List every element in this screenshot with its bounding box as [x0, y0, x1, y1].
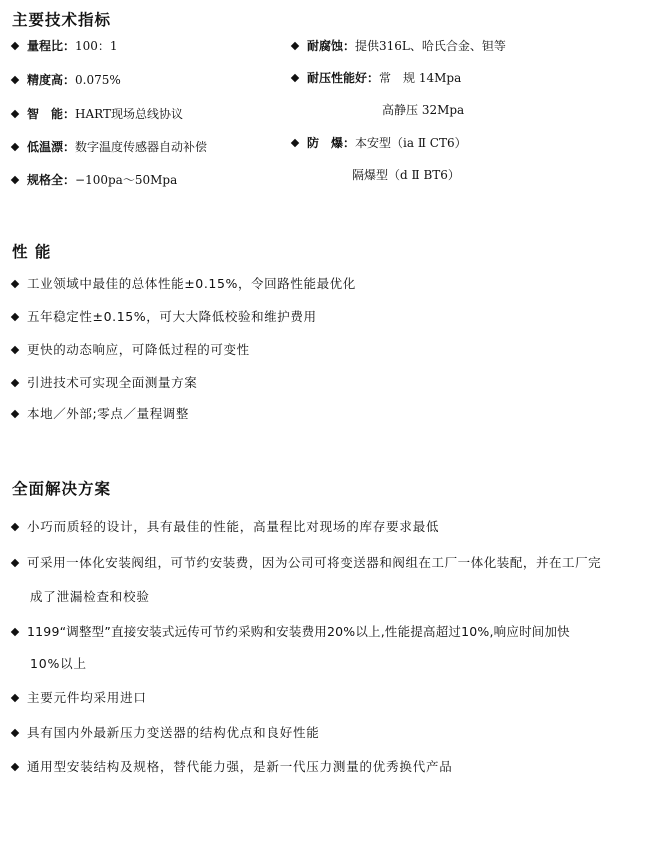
performance-text: 五年稳定性±0.15%，可大大降低校验和维护费用	[27, 309, 317, 324]
spec-value: HART现场总线协议	[75, 107, 183, 121]
list-item	[12, 375, 197, 391]
spec-value: 数字温度传感器自动补偿	[75, 140, 208, 154]
bullet-diamond-icon	[11, 694, 19, 702]
spec-label: 精度高	[27, 73, 64, 87]
solutions-title: 全面解决方案	[12, 480, 112, 498]
solution-text: 主要元件均采用进口	[27, 690, 147, 705]
spec-label: 规格全	[27, 173, 64, 187]
spec-item-smart	[12, 106, 183, 122]
solution-text-continued: 成了泄漏检查和校验	[30, 589, 150, 604]
spec-sep: ：	[367, 71, 380, 85]
list-item	[12, 725, 320, 741]
list-item	[12, 276, 356, 292]
spec-value: 常 规 14Mpa	[379, 71, 462, 85]
spec-pressure-static: 高静压 32Mpa	[382, 103, 465, 117]
performance-title: 性 能	[12, 243, 52, 261]
spec-item-ratio	[12, 38, 118, 54]
spec-label: 低温漂	[27, 140, 64, 154]
spec-sep: ：	[63, 39, 76, 53]
spec-label: 耐压性能好	[307, 71, 368, 85]
list-item	[12, 624, 570, 640]
solution-text: 可采用一体化安装阀组，可节约安装费，因为公司可将变送器和阀组在工厂一体化装配，并在工厂完	[27, 555, 602, 570]
spec-item-range	[12, 172, 177, 188]
spec-item-corrosion	[292, 38, 506, 54]
bullet-diamond-icon	[291, 42, 299, 50]
spec-sep: ：	[343, 136, 356, 150]
bullet-diamond-icon	[11, 628, 19, 636]
performance-text: 更快的动态响应，可降低过程的可变性	[27, 342, 250, 357]
spec-value: 100：1	[75, 39, 118, 53]
spec-sep: ：	[63, 140, 76, 154]
spec-sep: ：	[63, 73, 76, 87]
performance-text: 本地／外部;零点／量程调整	[27, 406, 190, 421]
spec-item-drift	[12, 139, 207, 155]
performance-text: 工业领域中最佳的总体性能±0.15%，令回路性能最优化	[27, 276, 356, 291]
spec-label: 防 爆	[307, 136, 344, 150]
performance-text: 引进技术可实现全面测量方案	[27, 375, 198, 390]
spec-sep: ：	[63, 107, 76, 121]
bullet-diamond-icon	[11, 110, 19, 118]
spec-value: 提供316L、哈氏合金、钽等	[355, 39, 506, 53]
bullet-diamond-icon	[11, 280, 19, 288]
list-item	[12, 519, 439, 535]
bullet-diamond-icon	[11, 76, 19, 84]
spec-item-explosion	[292, 135, 467, 151]
bullet-diamond-icon	[11, 729, 19, 737]
list-item	[12, 555, 601, 571]
bullet-diamond-icon	[11, 379, 19, 387]
bullet-diamond-icon	[11, 346, 19, 354]
spec-explosion-flameproof: 隔爆型（d Ⅱ BT6）	[352, 168, 460, 182]
list-item	[12, 342, 250, 358]
spec-sep: ：	[343, 39, 356, 53]
list-item	[12, 690, 147, 706]
specs-title: 主要技术指标	[12, 11, 112, 29]
bullet-diamond-icon	[291, 74, 299, 82]
solution-text: 具有国内外最新压力变送器的结构优点和良好性能	[27, 725, 320, 740]
spec-label: 智 能	[27, 107, 64, 121]
bullet-diamond-icon	[11, 176, 19, 184]
spec-value: −100pa～50Mpa	[75, 173, 178, 187]
spec-value: 本安型（ia Ⅱ CT6）	[355, 136, 467, 150]
solution-text-continued: 10%以上	[30, 656, 87, 671]
solution-text: 通用型安装结构及规格，替代能力强，是新一代压力测量的优秀换代产品	[27, 759, 453, 774]
bullet-diamond-icon	[11, 143, 19, 151]
list-item	[12, 406, 189, 422]
spec-label: 量程比	[27, 39, 64, 53]
spec-item-pressure	[292, 70, 461, 86]
solution-text: 1199“调整型”直接安装式远传可节约采购和安装费用20%以上,性能提高超过10%,响应时间加快	[27, 624, 570, 639]
list-item	[12, 759, 453, 775]
spec-label: 耐腐蚀	[307, 39, 344, 53]
bullet-diamond-icon	[11, 313, 19, 321]
bullet-diamond-icon	[291, 139, 299, 147]
list-item	[12, 309, 317, 325]
bullet-diamond-icon	[11, 559, 19, 567]
spec-value: 0.075%	[75, 73, 121, 87]
bullet-diamond-icon	[11, 523, 19, 531]
spec-sep: ：	[63, 173, 76, 187]
bullet-diamond-icon	[11, 42, 19, 50]
bullet-diamond-icon	[11, 410, 19, 418]
spec-item-accuracy	[12, 72, 121, 88]
solution-text: 小巧而质轻的设计，具有最佳的性能，高量程比对现场的库存要求最低	[27, 519, 440, 534]
bullet-diamond-icon	[11, 763, 19, 771]
